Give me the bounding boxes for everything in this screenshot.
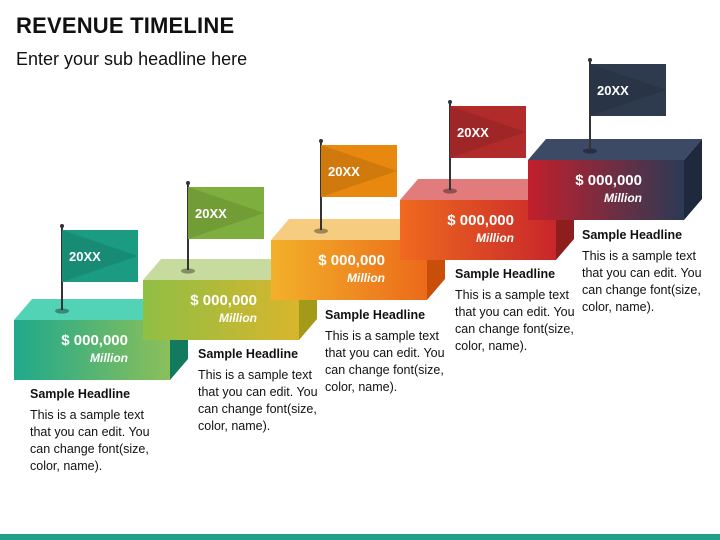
step-text: This is a sample text that you can edit. You can change font(size, color, name). [455,288,575,353]
step-description-1 [30,387,158,475]
footer-bar [0,534,720,540]
step-amount: $ 000,000 [318,252,385,269]
page-title: REVENUE TIMELINE [16,13,235,38]
step-text: This is a sample text that you can edit. You can change font(size, color, name). [30,408,150,473]
flag-year: 20XX [69,249,101,264]
step-front-face [528,160,684,220]
page-subtitle: Enter your sub headline here [16,49,248,69]
step-headline: Sample Headline [582,228,683,242]
step-text: This is a sample text that you can edit. You can change font(size, color, name). [582,249,702,314]
flag-pole-top [186,181,190,185]
flag-pole-top [319,139,323,143]
flag-year: 20XX [195,206,227,221]
step-unit: Million [604,191,642,205]
flag-pole-top [448,100,452,104]
step-unit: Million [219,311,257,325]
step-unit: Million [347,271,385,285]
flag-year: 20XX [457,125,489,140]
step-headline: Sample Headline [30,387,131,401]
flag-pole-top [60,224,64,228]
flag-year: 20XX [328,164,360,179]
step-amount: $ 000,000 [61,332,128,349]
step-text: This is a sample text that you can edit. You can change font(size, color, name). [198,368,318,433]
step-headline: Sample Headline [198,347,299,361]
step-amount: $ 000,000 [575,172,642,189]
step-description-3 [325,308,453,396]
flag-year: 20XX [597,83,629,98]
step-description-5 [582,228,710,316]
step-5 [528,58,702,220]
step-amount: $ 000,000 [190,292,257,309]
step-unit: Million [90,351,128,365]
step-description-4 [455,267,583,355]
step-amount: $ 000,000 [447,212,514,229]
step-unit: Million [476,231,514,245]
step-headline: Sample Headline [325,308,426,322]
step-description-2 [198,347,326,435]
step-text: This is a sample text that you can edit. You can change font(size, color, name). [325,329,445,394]
step-top-face [528,139,702,160]
step-headline: Sample Headline [455,267,556,281]
flag-pole-top [588,58,592,62]
